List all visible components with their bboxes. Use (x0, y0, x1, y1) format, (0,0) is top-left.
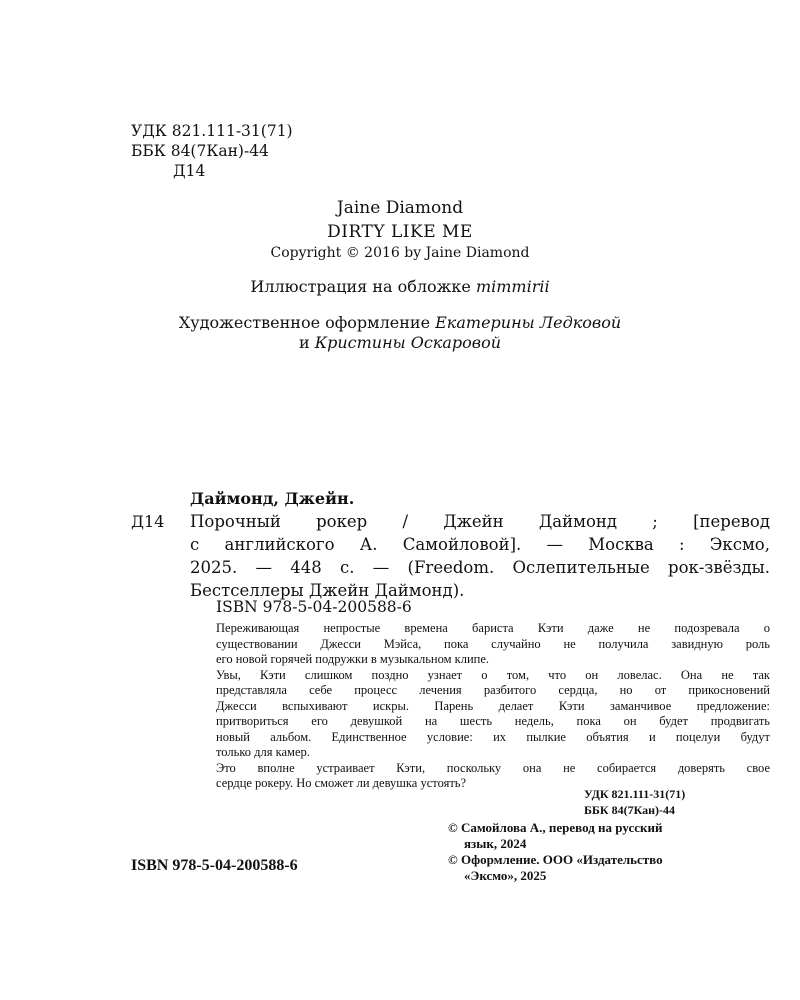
udk-code-right: УДК 821.111-31(71) (584, 787, 686, 801)
design-copyright-cont: «Эксмо», 2025 (464, 868, 547, 883)
catalog-description (190, 510, 770, 602)
annotation-line: притвориться его девушкой на шесть недель, пока он будет продвигать (216, 714, 770, 728)
annotation-line: существовании Джесси Мэйса, пока случайно не получила завидную роль (216, 636, 770, 651)
design-copyright: © Оформление. ООО «Издательство (448, 852, 663, 867)
copyright-block (448, 820, 728, 884)
art-design-prefix: Художественное оформление (178, 313, 436, 332)
illustration-prefix: Иллюстрация на обложке (250, 277, 476, 296)
annotation-line: Увы, Кэти слишком поздно узнает о том, что он ловелас. Она не так (216, 667, 770, 682)
bbk-code-right: ББК 84(7Кан)-44 (584, 803, 676, 817)
catalog-isbn: ISBN 978-5-04-200588-6 (216, 598, 412, 616)
annotation-line: представляла себе процесс лечения разбитого сердца, но от прикосновений (216, 683, 770, 697)
author-sign: Д14 (173, 162, 206, 180)
original-author: Jaine Diamond (336, 198, 464, 218)
isbn-bottom: ISBN 978-5-04-200588-6 (131, 857, 298, 874)
translation-copyright: © Самойлова А., перевод на русский (448, 820, 663, 835)
annotation-paragraph (190, 621, 770, 668)
annotation-line: его новой горячей подружки в музыкальном клипе. (216, 652, 490, 666)
classification-block (131, 121, 293, 181)
annotation-line: новый альбом. Единственное условие: их пылкие объятия и поцелуи будут (216, 729, 770, 744)
art-design-joiner: и (298, 333, 315, 352)
annotation-line: сердце рокеру. Но сможет ли девушка устоять? (216, 776, 467, 790)
catalog-line: Бестселлеры Джейн Даймонд). (190, 581, 465, 600)
catalog-author: Даймонд, Джейн. (190, 489, 355, 508)
annotation-line: Это вполне устраивает Кэти, поскольку она не собирается доверять свое (216, 760, 770, 775)
original-copyright: Copyright © 2016 by Jaine Diamond (270, 245, 530, 261)
annotation-line: Переживающая непростые времена бариста Кэти даже не подозревала о (216, 621, 770, 635)
illustrator-name: mimmirii (475, 277, 550, 296)
translation-copyright-cont: язык, 2024 (464, 836, 527, 851)
annotation-line: только для камер. (216, 745, 310, 759)
classification-block-right (520, 786, 720, 818)
udk-code: УДК 821.111-31(71) (131, 122, 293, 140)
annotation-line: Джесси вспыхивают искры. Парень делает Кэти заманчивое предложение: (216, 698, 770, 713)
catalog-line: 2025. — 448 с. — (Freedom. Ослепительные рок-звёзды. (190, 558, 770, 577)
art-design-credit-line-2 (0, 333, 800, 352)
art-design-credit-line-1 (0, 313, 800, 332)
designer-name-1: Екатерины Ледковой (435, 313, 622, 332)
annotation (190, 621, 770, 792)
catalog-author-sign: Д14 (131, 512, 165, 531)
designer-name-2: Кристины Оскаровой (314, 333, 502, 352)
catalog-line: с английского А. Самойловой]. — Москва : Эксмо, (190, 535, 770, 554)
bbk-code: ББК 84(7Кан)-44 (131, 142, 269, 160)
catalog-line: Порочный рокер / Джейн Даймонд ; [перевод (190, 512, 770, 531)
annotation-paragraph (190, 668, 770, 761)
illustration-credit (0, 277, 800, 296)
original-title: DIRTY LIKE ME (327, 222, 473, 242)
